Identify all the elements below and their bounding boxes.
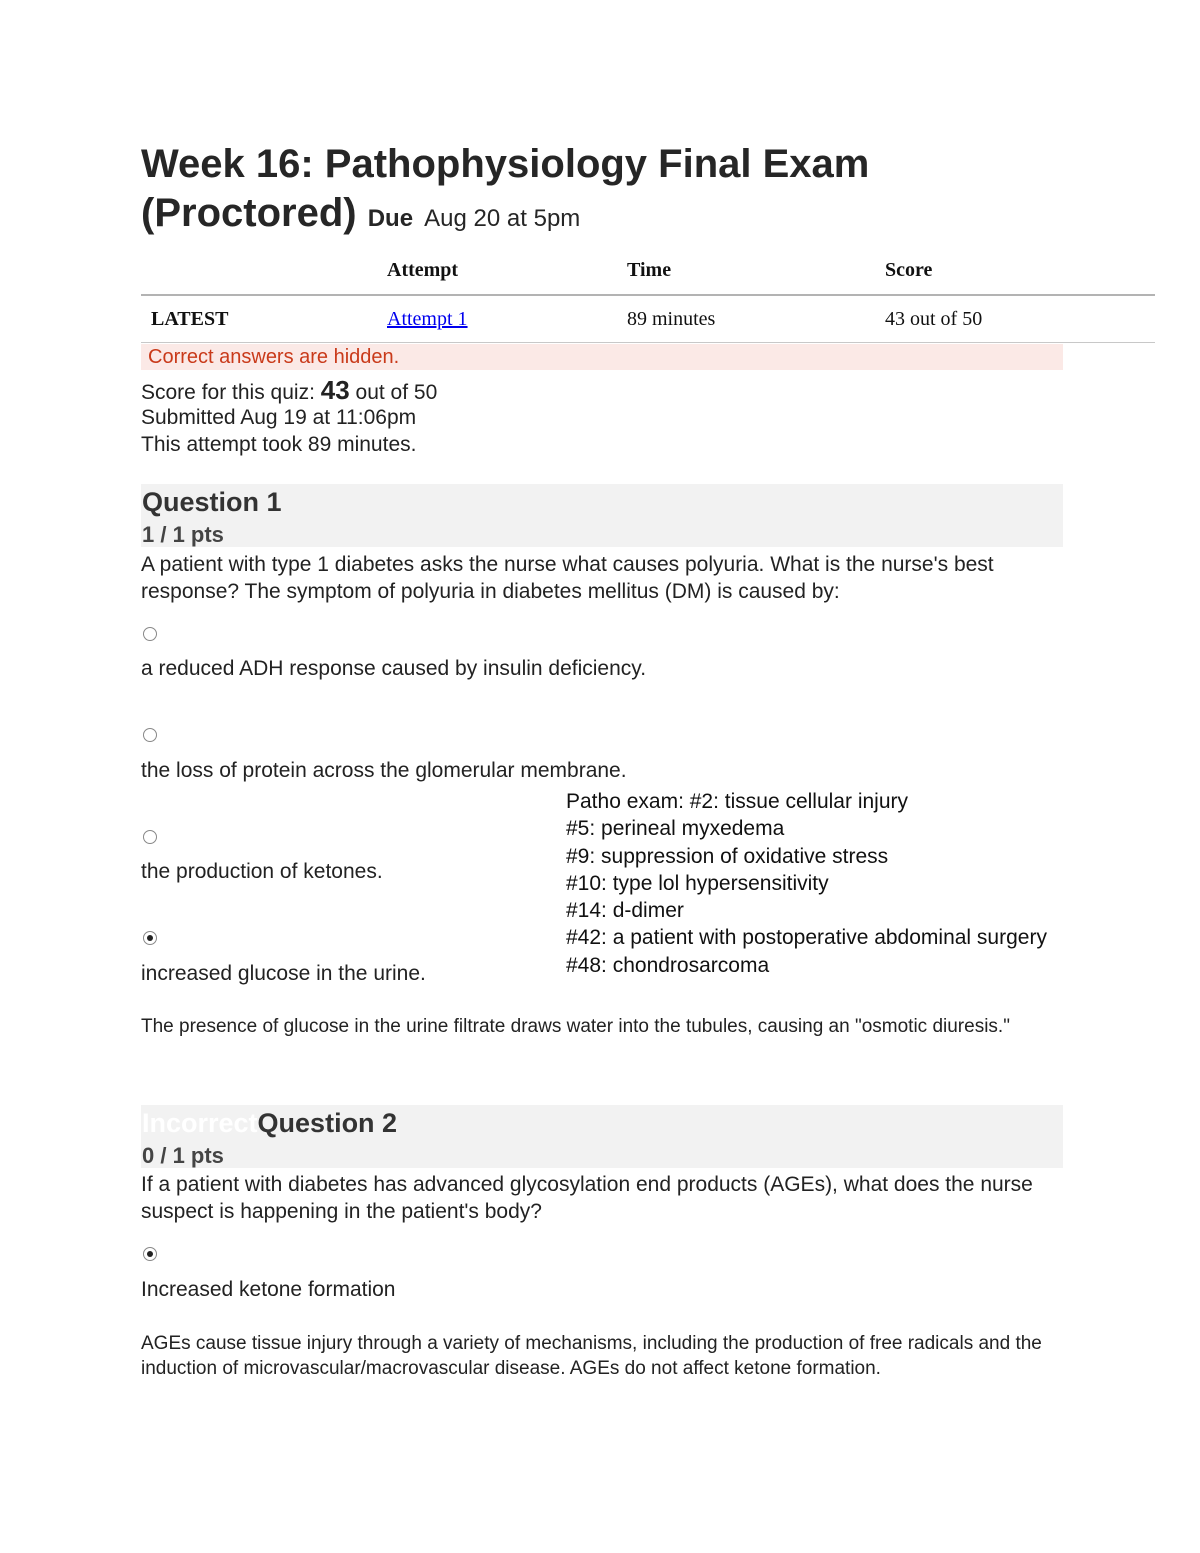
latest-label: LATEST [151,308,229,330]
header-attempt: Attempt [387,259,459,281]
table-header-divider [141,294,1155,296]
question-1-header [141,484,1063,547]
title-line-2 [141,189,1101,243]
question-2-title: Question 2 [257,1108,398,1138]
exam-notes [566,788,1047,979]
note-line: #9: suppression of oxidative stress [566,844,889,868]
header-score: Score [885,259,933,281]
question-1-text: A patient with type 1 diabetes asks the nurse what causes polyuria. What is the nurse's best response? The symptom of polyuria in diabetes mellitus (DM) is caused by: [141,553,994,603]
header-time: Time [627,259,672,281]
note-line: #42: a patient with postoperative abdominal surgery [566,926,1047,950]
q1-option-1-radio[interactable] [143,627,157,641]
table-row-divider [141,342,1155,343]
question-1-points: 1 / 1 pts [142,522,224,547]
question-2-title-row [142,1108,397,1139]
question-1-explanation: The presence of glucose in the urine filtrate draws water into the tubules, causing an "osmotic diuresis." [141,1016,1010,1037]
question-1-title: Question 1 [142,487,282,517]
q1-option-4-label: increased glucose in the urine. [141,962,426,985]
submitted-time: Submitted Aug 19 at 11:06pm [141,406,417,429]
note-line: #5: perineal myxedema [566,817,785,841]
note-line: #14: d-dimer [566,899,684,923]
note-line: #10: type lol hypersensitivity [566,871,829,895]
note-line: Patho exam: #2: tissue cellular injury [566,790,908,813]
quiz-score-line [141,375,437,406]
q1-option-4-radio-selected[interactable] [143,931,157,945]
question-2-explanation: AGEs cause tissue injury through a variety of mechanisms, including the production of free radicals and the induction of microvascular/macrovascular disease. AGEs do not affect ketone formation. [141,1333,1042,1379]
due-date: Aug 20 at 5pm [424,205,581,232]
incorrect-tag: Incorrect [142,1108,258,1138]
q1-option-3-label: the production of ketones. [141,860,383,883]
page-title [141,140,1101,243]
score-prefix: Score for this quiz: [141,381,315,404]
attempt-score: 43 out of 50 [885,308,983,330]
q1-option-2-radio[interactable] [143,728,157,742]
note-line: #48: chondrosarcoma [566,953,770,977]
answers-hidden-notice: Correct answers are hidden. [141,344,1063,370]
q2-option-1-label: Increased ketone formation [141,1278,396,1301]
due-label: Due [367,205,414,232]
q1-option-3-radio[interactable] [143,830,157,844]
attempt-time: 89 minutes [627,308,716,330]
title-proctored: (Proctored) [141,191,357,235]
question-2-header [141,1105,1063,1168]
attempt-link[interactable]: Attempt 1 [387,308,468,330]
q1-option-1-label: a reduced ADH response caused by insulin deficiency. [141,657,647,680]
score-suffix: out of 50 [355,381,438,404]
attempt-duration: This attempt took 89 minutes. [141,433,417,456]
question-2-points: 0 / 1 pts [142,1143,224,1168]
score-value: 43 [320,375,350,405]
title-line-1: Week 16: Pathophysiology Final Exam [141,142,870,186]
q2-option-1-radio-selected[interactable] [143,1247,157,1261]
q1-option-2-label: the loss of protein across the glomerular membrane. [141,759,627,782]
question-2-text: If a patient with diabetes has advanced glycosylation end products (AGEs), what does the nurse suspect is happening in the patient's body? [141,1173,1033,1223]
